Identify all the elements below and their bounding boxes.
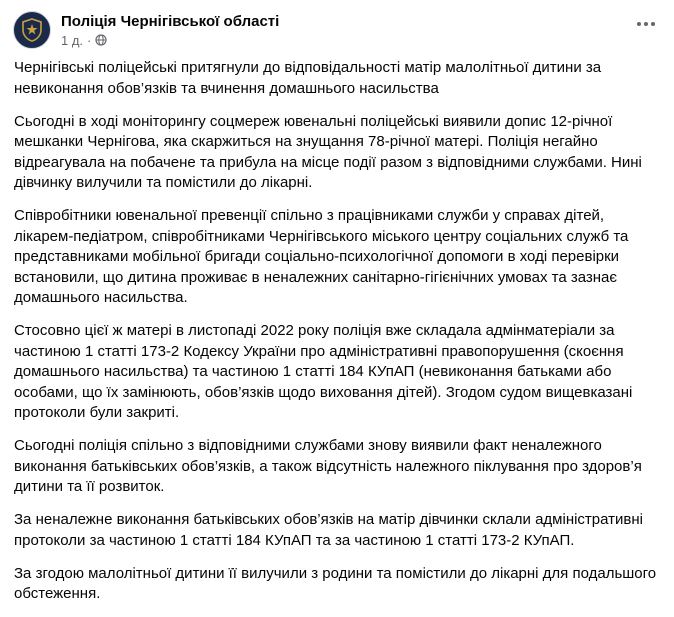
globe-icon [95, 34, 107, 46]
post-header [13, 10, 279, 50]
post-paragraph: Співробітники ювенальної превенції спільно з працівниками служби у справах дітей, лікарем-педіатром, співробітниками Чернігівського міського центру соціальних служб та представниками мобільної бригади соціально-психологічної допомоги в ході перевірки встановили, що дитина проживає в неналежних санітарно-гігієнічних умовах та зазнає домашнього насильства. [14, 207, 629, 306]
post-paragraph-title: Чернігівські поліцейські притягнули до відповідальності матір малолітньої дитини за невиконання обов’язків та вчинення домашнього насильства [14, 59, 602, 97]
post-paragraph: За згодою малолітньої дитини її вилучили з родини та помістили до лікарні для подальшого обстеження. [14, 564, 657, 602]
page-name-link[interactable]: Поліція Чернігівської області [61, 12, 280, 30]
more-options-button[interactable] [632, 14, 660, 34]
post-text [14, 58, 664, 617]
post-meta [61, 12, 279, 49]
post-paragraph: Сьогодні в ході моніторингу соцмереж ювенальні поліцейські виявили допис 12-річної мешканки Чернігова, яка скаржиться на знущання 78-річної матері. Поліція негайно відреагувала на побачене та прибула на місце події разом з відповідними службами. Нині дівчинку вилучили та помістили до лікарні. [14, 112, 642, 191]
page-avatar[interactable] [13, 11, 51, 49]
meta-separator: · [87, 32, 92, 48]
post-subline [61, 32, 279, 49]
post-paragraph: Сьогодні поліція спільно з відповідними службами знову виявили факт неналежного виконання батьківських обов’язків, а також відсутність належного піклування про здоров’я дитини та її розвиток. [14, 437, 642, 495]
more-dots-icon [636, 21, 656, 27]
post-paragraph: Стосовно цієї ж матері в листопаді 2022 року поліція вже складала адмінматеріали за частиною 1 статті 173-2 Кодексу України про адміністративні правопорушення (скоєння домашнього насильства) та частиною 1 статті 184 КУпАП (невиконання батьками або особами, що їх замінюють, обов’язків щодо виховання дітей). Згодом судом вищевказані протоколи були закриті. [14, 322, 633, 421]
police-emblem-icon [21, 18, 43, 42]
post-paragraph: За неналежне виконання батьківських обов’язків на матір дівчинки склали адміністративні протоколи за частиною 1 статті 184 КУпАП та за частиною 1 статті 173-2 КУпАП. [14, 511, 643, 549]
post-timestamp[interactable]: 1 д. [61, 32, 84, 48]
